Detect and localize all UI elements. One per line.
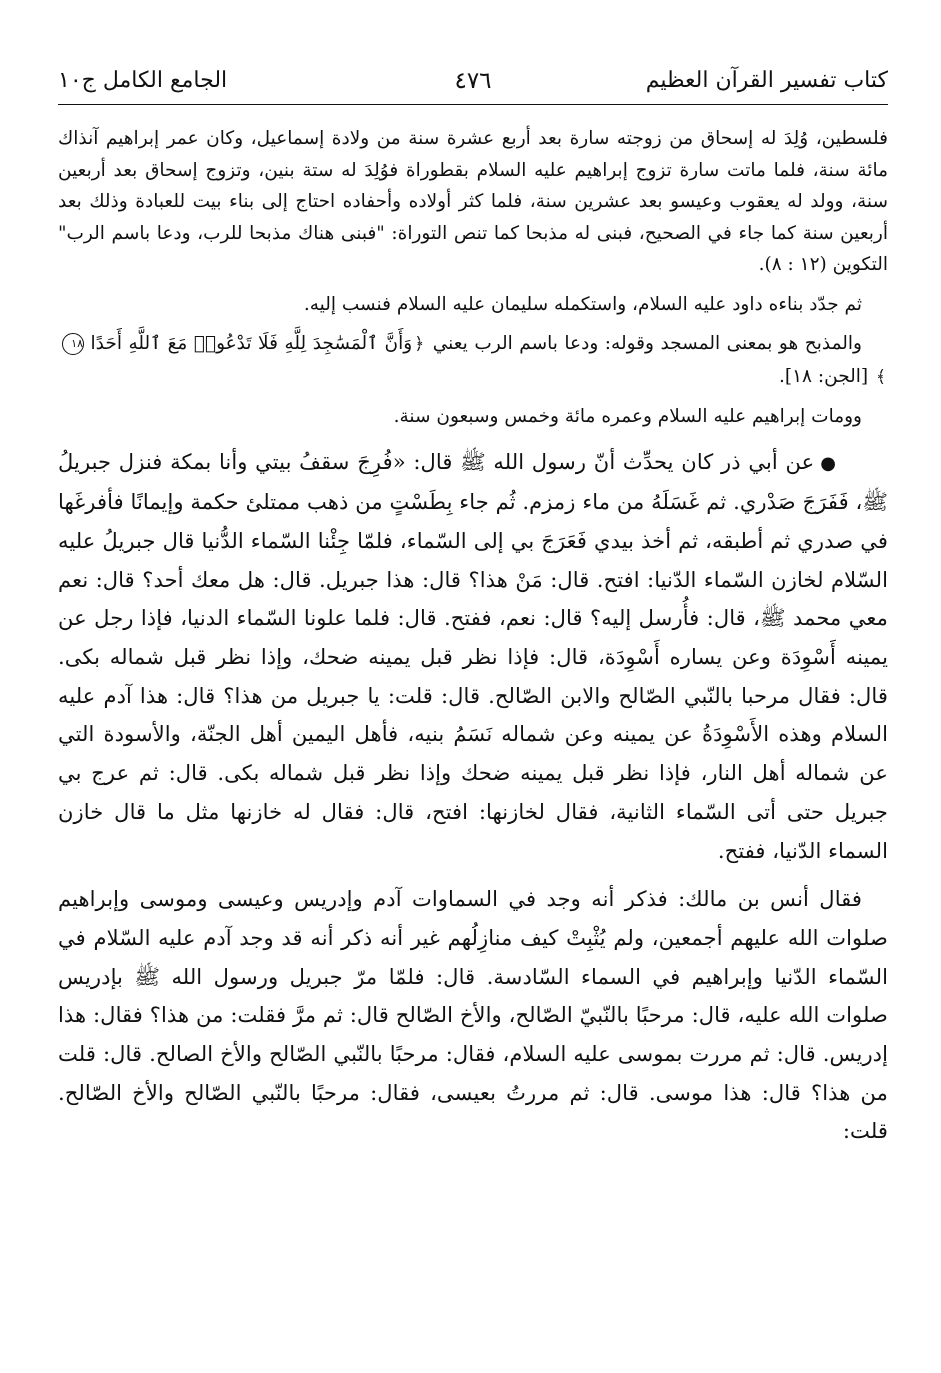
paragraph-renovation: ثم جدّد بناءه داود عليه السلام، واستكمله سليمان عليه السلام فنسب إليه.	[303, 293, 862, 315]
ayah-number-marker: ١٨	[62, 333, 84, 355]
book-page	[58, 64, 888, 1354]
book-title: كتاب تفسير القرآن العظيم	[645, 68, 888, 93]
paragraph-mosque-meaning	[58, 328, 888, 393]
running-header	[58, 64, 888, 105]
paragraph-history: فلسطين، وُلِدَ له إسحاق من زوجته سارة بعد أربع عشرة سنة من ولادة إسماعيل، وكان عمر إبراهيم آنذاك مائة سنة، فلما ماتت سارة تزوج إبراهيم عليه السلام بقطوراة فوُلِدَ له ستة بنين، وتزوج إسحاق بعد أربعين سنة، وولد له يعقوب وعيسو بعد عشرين سنة، فلما كثر أولاده وأحفاده احتاج إلى بناء بيت للعبادة وذلك بعد أربعين سنة كما جاء في الصحيح، فبنى له مذبحا كما تنص التوراة: "فبنى هناك مذبحا للرب، ودعا باسم الرب" التكوين (١٢ : ٨).	[58, 128, 888, 275]
surah-reference: [الجن: ١٨].	[779, 365, 869, 387]
paragraph-abraham-death: وومات إبراهيم عليه السلام وعمره مائة وخمس وسبعون سنة.	[393, 406, 862, 427]
quran-verse: وَأَنَّ ٱلْمَسَٰجِدَ لِلَّهِ فَلَا تَدْعُوا۟ مَعَ ٱللَّهِ أَحَدًا	[90, 333, 413, 354]
mosque-intro: والمذبح هو بمعنى المسجد وقوله: ودعا باسم الرب يعني	[432, 333, 862, 354]
bullet-icon: ●	[820, 452, 836, 474]
verse-bracket-open: ﴿	[414, 334, 425, 354]
paragraph-anas-narration: فقال أنس بن مالك: فذكر أنه وجد في السماوات آدم وإدريس وعيسى وموسى وإبراهيم صلوات الله عليهم أجمعين، ولم يُثْبِتْ كيف منازِلُهم غير أنه ذكر أنه قد وجد آدم عليه السّلام في السّماء الدّنيا وإبراهيم في السماء السّادسة. قال: فلمّا مرّ جبريل ورسول الله ﷺ بإدريس صلوات الله عليه، قال: مرحبًا بالنّبيّ الصّالح، والأخ الصّالح قال: ثم مرَّ فقلت: من هذا؟ فقال: هذا إدريس. قال: ثم مررت بموسى عليه السلام، فقال: مرحبًا بالنّبي الصّالح والأخ الصالح. قال: قلت من هذا؟ قال: هذا موسى. قال: ثم مررتُ بعيسى، فقال: مرحبًا بالنّبي الصّالح والأخ الصّالح. قلت:	[58, 886, 888, 1144]
paragraph-hadith-abu-dhar	[58, 443, 888, 871]
hadith-text: عن أبي ذر كان يحدِّث أنّ رسول الله ﷺ قال: «فُرِجَ سقفُ بيتي وأنا بمكة فنزل جبريلُ ﷺ، فَفَرَجَ صَدْري. ثم غَسَلَهُ من ماء زمزم. ثُم جاء بِطَسْتٍ من ذهب ممتلئ حكمة وإيمانًا فأفرغَها في صدري ثم أطبقه، ثم أخذ بيدي فَعَرَجَ بي إلى السّماء، فلمّا جِئْنا السّماء الدُّنيا قال جبريلُ عليه السّلام لخازن السّماء الدّنيا: افتح. قال: مَنْ هذا؟ قال: هذا جبريل. قال: هل معك أحد؟ قال: نعم معي محمد ﷺ، قال: فأُرسل إليه؟ قال: نعم، ففتح. قال: فلما علونا السّماء الدنيا، فإذا رجل عن يمينه أَسْوِدَة وعن يساره أَسْوِدَة، قال: فإذا نظر قبل يمينه ضحك، وإذا نظر قبل شماله بكى. قال: فقال مرحبا بالنّبي الصّالح والابن الصّالح. قال: قلت: يا جبريل من هذا؟ قال: هذا آدم عليه السلام وهذه الأَسْوِدَةُ عن يمينه وعن شماله نَسَمُ بنيه، فأهل اليمين أهل الجنّة، والأسودة التي عن شماله أهل النار، فإذا نظر قبل يمينه ضحك وإذا نظر قبل شماله بكى. قال: ثم عرج بي جبريل حتى أتى السّماء الثانية، فقال لخازنها: افتح، قال: فقال له خازنها مثل ما قال خازن السماء الدّنيا، ففتح.	[58, 448, 888, 863]
page-number: ٤٧٦	[454, 68, 492, 94]
volume-label: الجامع الكامل ج١٠	[58, 68, 228, 93]
page-body	[58, 123, 888, 1151]
verse-bracket-close: ﴾	[876, 366, 886, 387]
